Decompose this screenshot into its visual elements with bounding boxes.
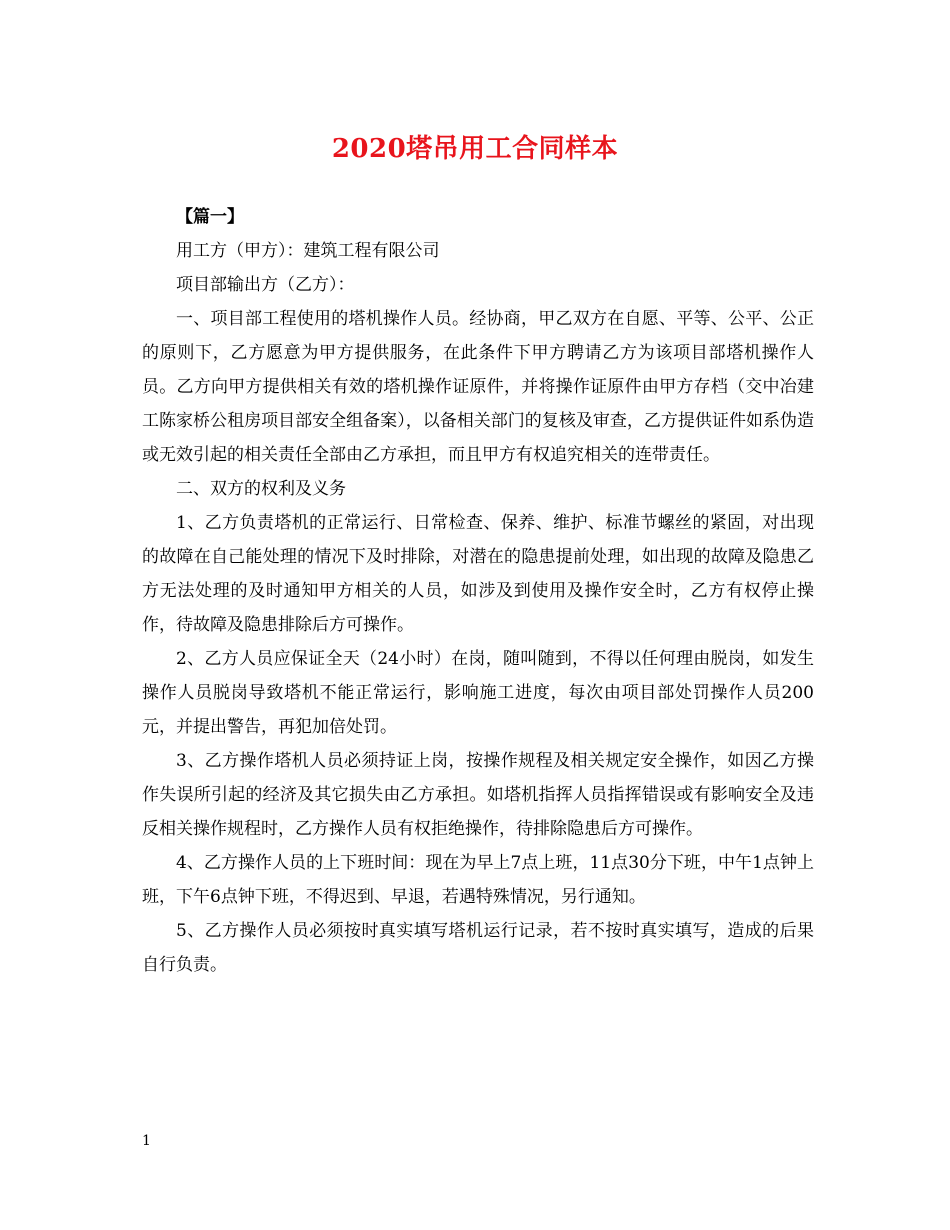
paragraph-item-5: 5、乙方操作人员必须按时真实填写塔机运行记录，若不按时真实填写，造成的后果自行负责。 — [142, 921, 814, 975]
paragraph-item-2: 2、乙方人员应保证全天（24小时）在岗，随叫随到，不得以任何理由脱岗，如发生操作人员脱岗导致塔机不能正常运行，影响施工进度，每次由项目部处罚操作人员200元，并提出警告，再犯加倍处罚。 — [142, 649, 814, 737]
section-label: 【篇一】 — [176, 207, 244, 227]
page-number: 1 — [142, 1133, 151, 1149]
paragraph-party-b: 项目部输出方（乙方）： — [176, 275, 355, 295]
paragraph-item-3: 3、乙方操作塔机人员必须持证上岗，按操作规程及相关规定安全操作，如因乙方操作失误所引起的经济及其它损失由乙方承担。如塔机指挥人员指挥错误或有影响安全及违反相关操作规程时，乙方操作人员有权拒绝操作，待排除隐患后方可操作。 — [142, 751, 814, 839]
paragraph-clause-1: 一、项目部工程使用的塔机操作人员。经协商，甲乙双方在自愿、平等、公平、公正的原则下，乙方愿意为甲方提供服务，在此条件下甲方聘请乙方为该项目部塔机操作人员。乙方向甲方提供相关有效的塔机操作证原件，并将操作证原件由甲方存档（交中冶建工陈家桥公租房项目部安全组备案），以备相关部门的复核及审查，乙方提供证件如系伪造或无效引起的相关责任全部由乙方承担，而且甲方有权追究相关的连带责任。 — [142, 309, 814, 465]
paragraph-item-1: 1、乙方负责塔机的正常运行、日常检查、保养、维护、标准节螺丝的紧固，对出现的故障在自己能处理的情况下及时排除，对潜在的隐患提前处理，如出现的故障及隐患乙方无法处理的及时通知甲方相关的人员，如涉及到使用及操作安全时，乙方有权停止操作，待故障及隐患排除后方可操作。 — [142, 513, 814, 635]
paragraph-clause-2-heading: 二、双方的权利及义务 — [176, 479, 346, 499]
document-title: 2020塔吊用工合同样本 — [331, 134, 619, 164]
paragraph-item-4: 4、乙方操作人员的上下班时间：现在为早上7点上班，11点30分下班，中午1点钟上班，下午6点钟下班，不得迟到、早退，若遇特殊情况，另行通知。 — [142, 853, 814, 907]
paragraph-party-a: 用工方（甲方）：建筑工程有限公司 — [176, 241, 440, 261]
document-body — [142, 200, 814, 982]
